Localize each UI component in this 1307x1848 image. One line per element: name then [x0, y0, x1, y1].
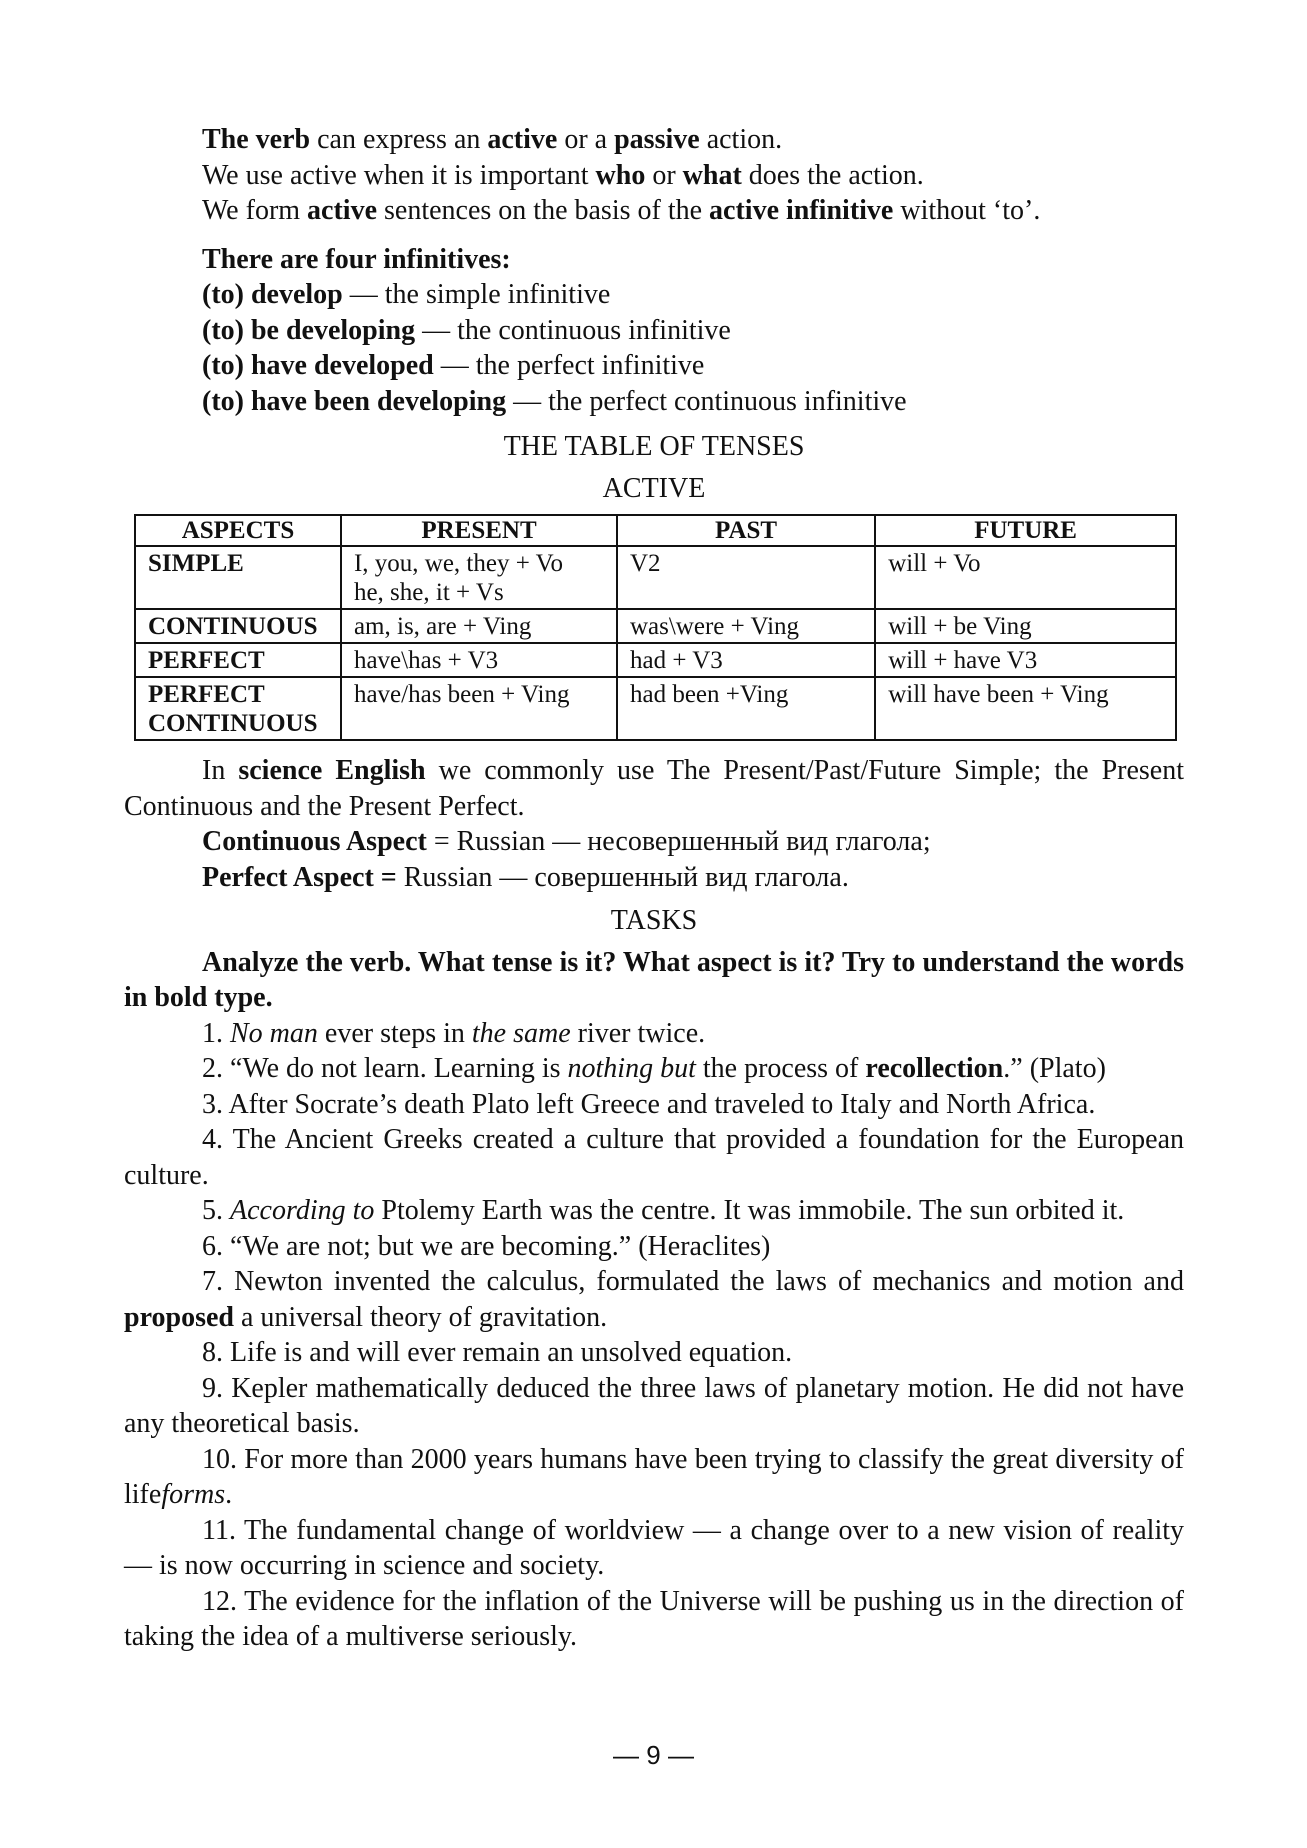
task-sentence: 6. “We are not; but we are becoming.” (Heraclites): [202, 1230, 771, 1262]
past-cell: had + V3: [617, 643, 875, 677]
header-future: FUTURE: [875, 515, 1176, 546]
aspect-cell: PERFECT: [135, 643, 341, 677]
task-sentence: 7. Newton invented the calculus, formulated the laws of mechanics and motion and proposed a universal theory of gravitation.: [124, 1266, 1184, 1333]
perfect-aspect-line: Perfect Aspect = Russian — совершенный вид глагола.: [202, 861, 849, 893]
task-sentence: 1. No man ever steps in the same river twice.: [202, 1017, 706, 1049]
intro-line-2: We use active when it is important who or what does the action.: [202, 159, 924, 191]
tasks-heading: TASKS: [610, 905, 698, 936]
page-content: [124, 122, 1184, 1655]
present-cell: have\has + V3: [341, 643, 617, 677]
page-number: — 9 —: [613, 1740, 694, 1770]
header-aspects: ASPECTS: [135, 515, 341, 546]
table-row: [135, 643, 1176, 677]
future-cell: will + have V3: [875, 643, 1176, 677]
table-row: [135, 546, 1176, 609]
task-sentence: 12. The evidence for the inflation of the Universe will be pushing us in the direction of taking the idea of a multiverse seriously.: [124, 1585, 1184, 1652]
infinitive-item: (to) have developed — the perfect infinitive: [202, 350, 705, 381]
infinitive-item: (to) have been developing — the perfect continuous infinitive: [202, 385, 907, 417]
table-title: THE TABLE OF TENSES: [503, 431, 805, 462]
aspect-cell: SIMPLE: [135, 546, 341, 609]
header-past: PAST: [617, 515, 875, 546]
aspect-cell: CONTINUOUS: [135, 609, 341, 643]
intro-line-3: We form active sentences on the basis of the active infinitive without ‘to’.: [202, 195, 1041, 226]
future-cell: will + be Ving: [875, 609, 1176, 643]
continuous-aspect-line: Continuous Aspect = Russian — несовершенный вид глагола;: [202, 826, 931, 857]
header-present: PRESENT: [341, 515, 617, 546]
task-sentence: 11. The fundamental change of worldview — a change over to a new vision of reality — is now occurring in science and society.: [124, 1514, 1184, 1581]
task-sentence: 8. Life is and will ever remain an unsolved equation.: [202, 1337, 793, 1368]
infinitives-heading: There are four infinitives:: [202, 243, 511, 275]
table-row: [135, 677, 1176, 740]
intro-line-1: The verb can express an active or a passive action.: [202, 124, 783, 155]
table-header-row: [135, 515, 1176, 546]
past-cell: V2: [617, 546, 875, 609]
task-sentence: 9. Kepler mathematically deduced the three laws of planetary motion. He did not have any theoretical basis.: [124, 1372, 1184, 1439]
infinitive-item: (to) be developing — the continuous infinitive: [202, 314, 731, 346]
past-cell: was\were + Ving: [617, 609, 875, 643]
task-sentence: 2. “We do not learn. Learning is nothing but the process of recollection.” (Plato): [202, 1053, 1106, 1084]
science-paragraph: In science English we commonly use The Present/Past/Future Simple; the Present Continuous and the Present Perfect.: [124, 755, 1184, 822]
present-cell: have/has been + Ving: [341, 677, 617, 740]
table-row: [135, 609, 1176, 643]
present-cell: I, you, we, they + Vo he, she, it + Vs: [341, 546, 617, 609]
intro-bold: The verb: [202, 124, 311, 155]
table-subtitle: ACTIVE: [602, 472, 706, 504]
task-sentence: 10. For more than 2000 years humans have been trying to classify the great diversity of lifeforms.: [124, 1443, 1184, 1510]
future-cell: will have been + Ving: [875, 677, 1176, 740]
past-cell: had been +Ving: [617, 677, 875, 740]
task-sentence: 5. According to Ptolemy Earth was the centre. It was immobile. The sun orbited it.: [202, 1195, 1125, 1226]
task-sentence: 4. The Ancient Greeks created a culture that provided a foundation for the European culture.: [124, 1124, 1184, 1191]
tasks-instruction: Analyze the verb. What tense is it? What aspect is it? Try to understand the words in bold type.: [124, 946, 1184, 1013]
future-cell: will + Vo: [875, 546, 1176, 609]
task-sentence: 3. After Socrate’s death Plato left Greece and traveled to Italy and North Africa.: [202, 1088, 1096, 1120]
tenses-table: [134, 514, 1177, 741]
present-cell: am, is, are + Ving: [341, 609, 617, 643]
aspect-cell: PERFECT CONTINUOUS: [135, 677, 341, 740]
infinitive-item: (to) develop — the simple infinitive: [202, 279, 611, 310]
